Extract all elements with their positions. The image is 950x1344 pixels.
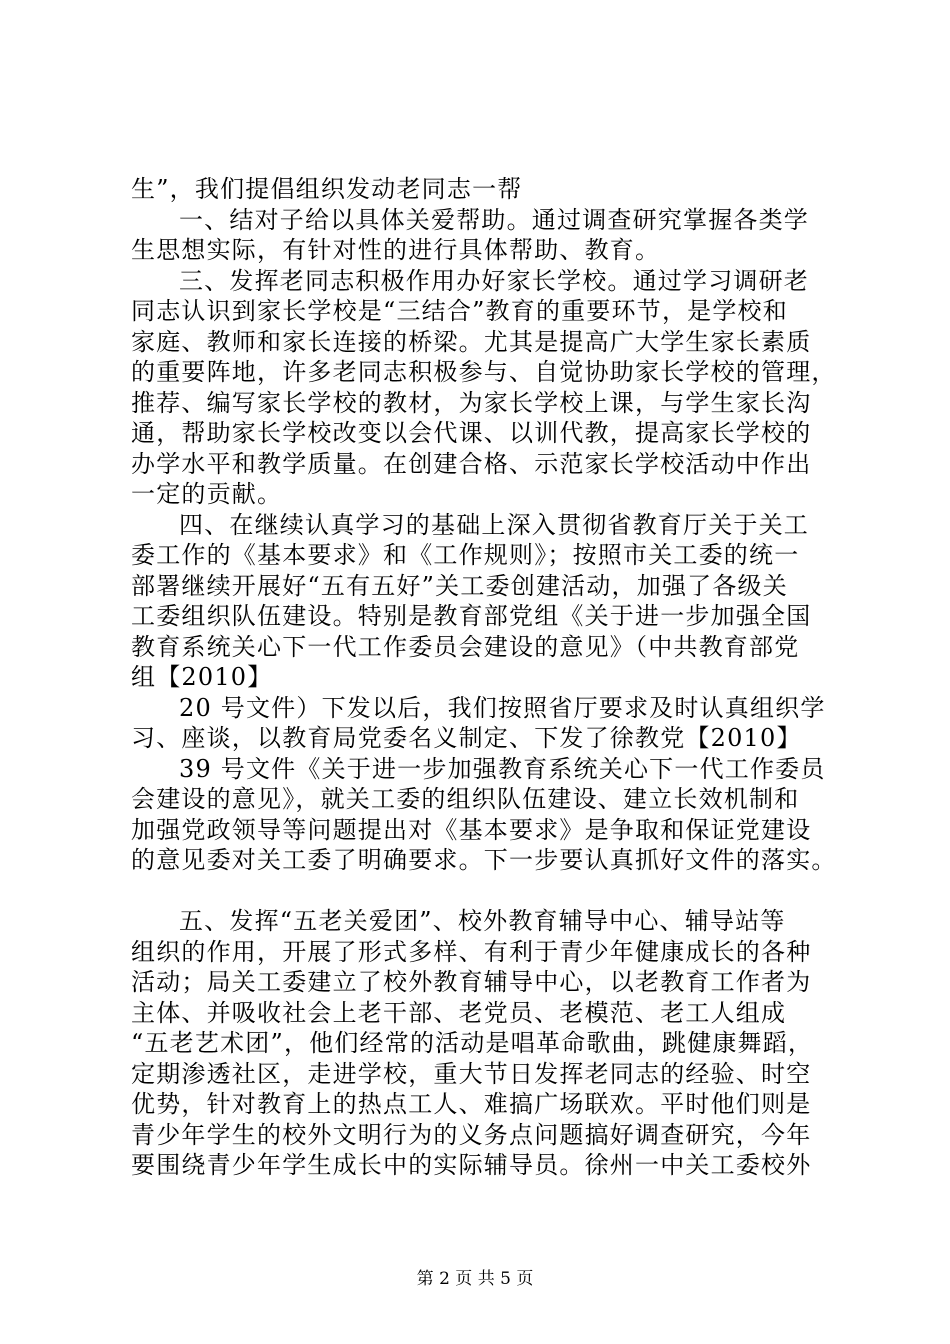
text-line: 的意见委对关工委了明确要求。下一步要认真抓好文件的落实。: [131, 846, 837, 874]
paragraph: [131, 754, 849, 876]
paragraph: [131, 266, 849, 510]
text-line: 生思想实际，有针对性的进行具体帮助、教育。: [131, 236, 661, 264]
text-line: 同志认识到家长学校是“三结合”教育的重要环节，是学校和: [131, 297, 788, 325]
paragraph: [131, 906, 849, 1181]
text-line: 五、发挥“五老关爱团”、校外教育辅导中心、辅导站等: [179, 907, 786, 935]
text-line: 推荐、编写家长学校的教材，为家长学校上课，与学生家长沟: [131, 388, 812, 417]
text-line: “五老艺术团”，他们经常的活动是唱革命歌曲，跳健康舞蹈，: [131, 1029, 814, 1057]
text-line: 的重要阵地，许多老同志积极参与、自觉协助家长学校的管理，: [131, 358, 837, 386]
text-line: 四、在继续认真学习的基础上深入贯彻省教育厅关于关工: [179, 510, 809, 539]
paragraph: [131, 205, 849, 266]
text-line: 39 号文件《关于进一步加强教育系统关心下一代工作委员: [179, 754, 826, 783]
paragraph: [131, 693, 849, 754]
text-line: 青少年学生的校外文明行为的义务点问题搞好调查研究，今年: [131, 1120, 812, 1149]
text-line: 优势，针对教育上的热点工人、难搞广场联欢。平时他们则是: [131, 1090, 812, 1118]
text-line: 20 号文件）下发以后，我们按照省厅要求及时认真组织学: [179, 693, 826, 722]
text-line: 教育系统关心下一代工作委员会建设的意见》（中共教育部党: [131, 632, 800, 661]
page-number-footer: 第 2 页 共 5 页: [416, 1269, 534, 1289]
text-line: 加强党政领导等问题提出对《基本要求》是争取和保证党建设: [131, 815, 812, 844]
paragraph: [131, 174, 849, 205]
text-line: 一、结对子给以具体关爱帮助。通过调查研究掌握各类学: [179, 205, 809, 234]
paragraph: [131, 510, 849, 693]
text-line: 家庭、教师和家长连接的桥梁。尤其是提高广大学生家长素质: [131, 327, 812, 356]
text-line: 组织的作用，开展了形式多样、有利于青少年健康成长的各种: [131, 937, 812, 966]
text-line: 通，帮助家长学校改变以会代课、以训代教，提高家长学校的: [131, 419, 812, 447]
text-line: 定期渗透社区，走进学校，重大节日发挥老同志的经验、时空: [131, 1059, 812, 1088]
text-line: 要围绕青少年学生成长中的实际辅导员。徐州一中关工委校外: [131, 1151, 812, 1179]
paragraph-gap: [131, 876, 849, 907]
text-line: 三、发挥老同志积极作用办好家长学校。通过学习调研老: [179, 266, 809, 295]
text-line: 委工作的《基本要求》和《工作规则》；按照市关工委的统一: [131, 541, 800, 569]
text-line: 习、座谈，以教育局党委名义制定、下发了徐教党【2010】: [131, 724, 802, 752]
text-line: 组【2010】: [131, 663, 273, 691]
document-body: [131, 174, 849, 1181]
text-line: 办学水平和教学质量。在创建合格、示范家长学校活动中作出: [131, 449, 812, 478]
text-line: 生”，我们提倡组织发动老同志一帮: [131, 175, 523, 203]
text-line: 部署继续开展好“五有五好”关工委创建活动，加强了各级关: [131, 571, 788, 600]
text-line: 主体、并吸收社会上老干部、老党员、老模范、老工人组成: [131, 998, 787, 1027]
text-line: 活动；局关工委建立了校外教育辅导中心，以老教育工作者为: [131, 968, 812, 996]
text-line: 工委组织队伍建设。特别是教育部党组《关于进一步加强全国: [131, 602, 812, 630]
text-line: 一定的贡献。: [131, 480, 283, 508]
text-line: 会建设的意见》，就关工委的组织队伍建设、建立长效机制和: [131, 785, 800, 813]
